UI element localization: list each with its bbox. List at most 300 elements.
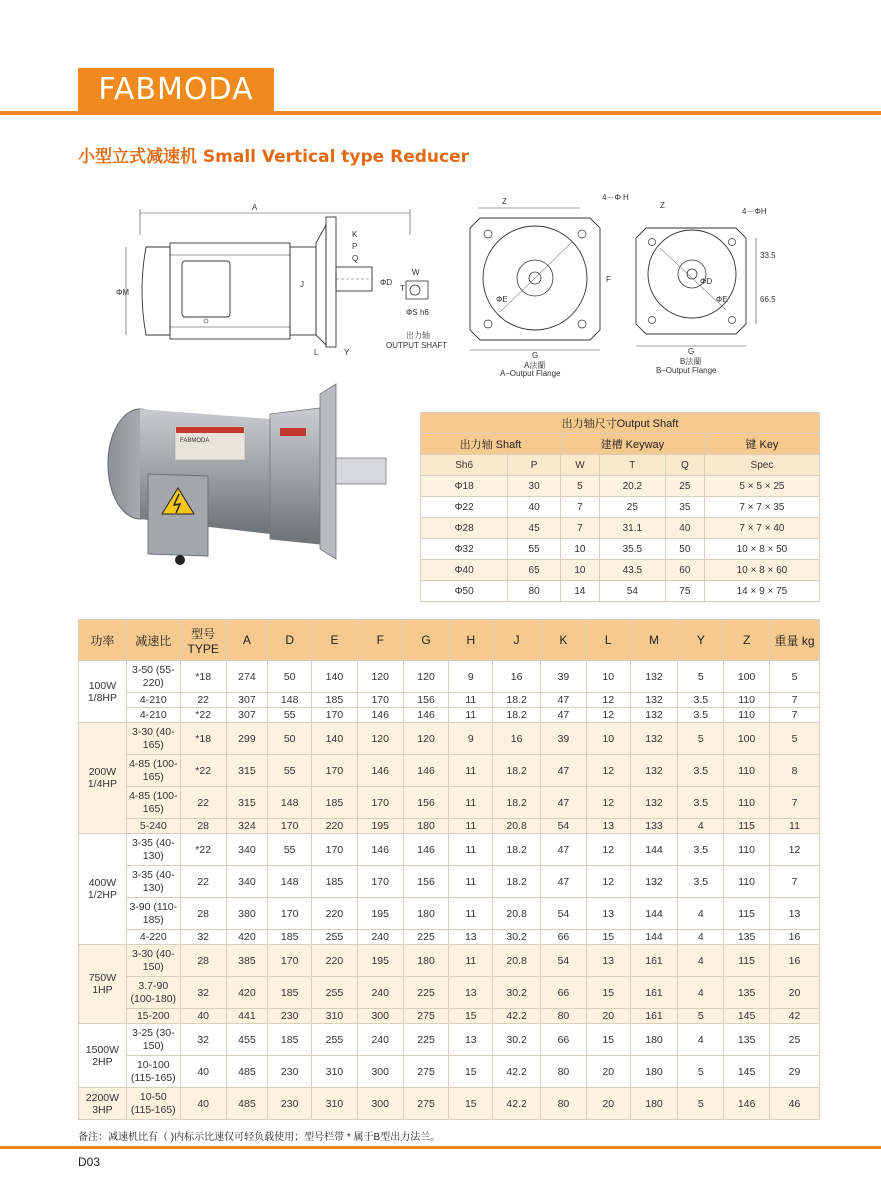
table-cell: 7 — [770, 693, 820, 708]
table-cell: 185 — [312, 866, 358, 898]
table-row — [79, 1088, 820, 1120]
table-cell: 3.5 — [678, 787, 724, 819]
table-cell: 315 — [226, 787, 268, 819]
table-cell: 10-50 (115-165) — [126, 1088, 180, 1120]
table-cell: 110 — [724, 708, 770, 723]
table-cell: 115 — [724, 819, 770, 834]
table-cell: 10 — [586, 661, 630, 693]
table-cell: 54 — [599, 581, 665, 602]
table-cell: 30.2 — [493, 930, 541, 945]
table-cell: 170 — [357, 866, 403, 898]
page-number: D03 — [78, 1155, 101, 1169]
table-cell: 12 — [586, 787, 630, 819]
table-row — [79, 1056, 820, 1088]
table-cell: 180 — [630, 1024, 678, 1056]
table-row — [421, 518, 820, 539]
col-header: L — [586, 620, 630, 661]
table-cell: 55 — [268, 755, 312, 787]
table-cell: 3-35 (40-130) — [126, 866, 180, 898]
col-header: E — [312, 620, 358, 661]
table-cell: 12 — [586, 866, 630, 898]
table-cell: 146 — [403, 834, 449, 866]
table-cell: 110 — [724, 693, 770, 708]
table-cell: 3-50 (55-220) — [126, 661, 180, 693]
table-cell: 110 — [724, 787, 770, 819]
table-cell: 11 — [449, 693, 493, 708]
table-cell: 12 — [586, 755, 630, 787]
table-cell: 220 — [312, 819, 358, 834]
table-cell: 275 — [403, 1088, 449, 1120]
table-cell: 13 — [449, 1024, 493, 1056]
col-header: H — [449, 620, 493, 661]
table-cell: 11 — [449, 755, 493, 787]
table-cell: 148 — [268, 693, 312, 708]
table-cell: 307 — [226, 693, 268, 708]
table-cell: Φ18 — [421, 476, 508, 497]
col-header: 型号 TYPE — [180, 620, 226, 661]
flange-b-drawing — [630, 198, 780, 378]
table-cell: 30.2 — [493, 977, 541, 1009]
table-cell: 80 — [541, 1056, 587, 1088]
brand-logo: FABMODA — [78, 68, 274, 112]
table-cell: 195 — [357, 945, 403, 977]
col-header: F — [357, 620, 403, 661]
table-cell: 275 — [403, 1009, 449, 1024]
power-cell: 1500W 2HP — [79, 1024, 127, 1088]
table-cell: 220 — [312, 898, 358, 930]
table-cell: 66 — [541, 1024, 587, 1056]
table-cell: 324 — [226, 819, 268, 834]
table-cell: 120 — [403, 723, 449, 755]
table-row — [79, 708, 820, 723]
table-cell: 5-240 — [126, 819, 180, 834]
table-cell: 12 — [586, 693, 630, 708]
table-cell: 132 — [630, 693, 678, 708]
table-cell: 110 — [724, 866, 770, 898]
table-row — [421, 497, 820, 518]
dimension-table-body — [79, 661, 820, 1120]
table-cell: 240 — [357, 1024, 403, 1056]
table-cell: 4-210 — [126, 693, 180, 708]
table-cell: 7 — [560, 518, 599, 539]
col-header: K — [541, 620, 587, 661]
table-cell: 11 — [449, 945, 493, 977]
table-cell: 13 — [449, 930, 493, 945]
table-row — [79, 866, 820, 898]
table-cell: 170 — [312, 755, 358, 787]
table-cell: 15 — [586, 977, 630, 1009]
table-cell: 46 — [770, 1088, 820, 1120]
table-cell: 30 — [508, 476, 561, 497]
power-cell: 400W 1/2HP — [79, 834, 127, 945]
table-row — [79, 1024, 820, 1056]
table-cell: 10 × 8 × 50 — [704, 539, 819, 560]
table-cell: 161 — [630, 977, 678, 1009]
table-row — [421, 539, 820, 560]
col-header: Spec — [704, 455, 819, 476]
flange-b-caption-cn: B法蘭 — [680, 357, 702, 366]
table-cell: 5 — [560, 476, 599, 497]
table-cell: 75 — [665, 581, 704, 602]
table-cell: 195 — [357, 898, 403, 930]
table-cell: 47 — [541, 866, 587, 898]
table-cell: 16 — [493, 723, 541, 755]
output-shaft-table — [420, 412, 820, 602]
table-cell: 145 — [724, 1056, 770, 1088]
col-header: G — [403, 620, 449, 661]
table-cell: 300 — [357, 1009, 403, 1024]
keyway-group-header: 建槽 Keyway — [560, 434, 704, 455]
table-cell: 39 — [541, 661, 587, 693]
table-cell: 13 — [586, 819, 630, 834]
table-cell: 144 — [630, 898, 678, 930]
shaft-w-label: W — [412, 268, 420, 277]
col-header: Z — [724, 620, 770, 661]
table-cell: 42.2 — [493, 1056, 541, 1088]
table-cell: 8 — [770, 755, 820, 787]
table-cell: 22 — [180, 787, 226, 819]
table-cell: 7 × 7 × 35 — [704, 497, 819, 518]
table-cell: 315 — [226, 755, 268, 787]
table-cell: 100 — [724, 661, 770, 693]
table-cell: 40 — [665, 518, 704, 539]
table-cell: 120 — [357, 723, 403, 755]
table-cell: 230 — [268, 1088, 312, 1120]
table-cell: 340 — [226, 866, 268, 898]
table-cell: Φ22 — [421, 497, 508, 518]
table-cell: 4 — [678, 930, 724, 945]
flange-b-caption-en: B–Output Flange — [656, 366, 717, 375]
table-cell: 420 — [226, 930, 268, 945]
table-cell: 3.7-90 (100-180) — [126, 977, 180, 1009]
table-cell: 146 — [357, 755, 403, 787]
table-cell: 20.8 — [493, 898, 541, 930]
table-cell: 275 — [403, 1056, 449, 1088]
table-cell: 11 — [449, 834, 493, 866]
table-cell: 120 — [357, 661, 403, 693]
table-cell: 441 — [226, 1009, 268, 1024]
table-cell: 50 — [268, 723, 312, 755]
key-group-header: 键 Key — [704, 434, 819, 455]
flange-a-drawing — [460, 190, 629, 380]
table-cell: 39 — [541, 723, 587, 755]
table-cell: 47 — [541, 787, 587, 819]
shaft-table-title: 出力轴尺寸Output Shaft — [421, 413, 820, 434]
table-cell: 115 — [724, 945, 770, 977]
table-cell: 307 — [226, 708, 268, 723]
table-cell: 299 — [226, 723, 268, 755]
table-cell: 10 — [560, 539, 599, 560]
table-cell: 5 — [770, 661, 820, 693]
table-cell: 18.2 — [493, 834, 541, 866]
table-cell: 7 × 7 × 40 — [704, 518, 819, 539]
table-cell: 144 — [630, 834, 678, 866]
table-cell: 32 — [180, 930, 226, 945]
table-cell: 170 — [312, 708, 358, 723]
table-row — [79, 693, 820, 708]
table-cell: 300 — [357, 1088, 403, 1120]
shaft-table-body — [421, 476, 820, 602]
table-row — [79, 787, 820, 819]
table-cell: 380 — [226, 898, 268, 930]
table-cell: 29 — [770, 1056, 820, 1088]
power-cell: 200W 1/4HP — [79, 723, 127, 834]
table-cell: 310 — [312, 1009, 358, 1024]
table-cell: 100 — [724, 723, 770, 755]
table-cell: 170 — [312, 834, 358, 866]
table-cell: Φ32 — [421, 539, 508, 560]
table-cell: 25 — [599, 497, 665, 518]
table-cell: 180 — [403, 819, 449, 834]
table-cell: 5 — [678, 661, 724, 693]
table-cell: 5 — [770, 723, 820, 755]
table-cell: 28 — [180, 819, 226, 834]
dim-d-label: ΦD — [380, 278, 393, 287]
flange-b-z-label: Z — [660, 201, 665, 210]
table-cell: 80 — [541, 1009, 587, 1024]
table-cell: 11 — [449, 898, 493, 930]
table-row — [79, 930, 820, 945]
table-row — [79, 819, 820, 834]
table-cell: 225 — [403, 977, 449, 1009]
dim-y-label: Y — [344, 348, 350, 357]
table-cell: *22 — [180, 755, 226, 787]
table-row — [79, 723, 820, 755]
dimension-table — [78, 619, 820, 1120]
table-cell: 54 — [541, 819, 587, 834]
table-cell: 5 — [678, 723, 724, 755]
table-cell: 135 — [724, 1024, 770, 1056]
dim-m-label: ΦM — [116, 288, 130, 297]
col-header: 功率 — [79, 620, 127, 661]
table-cell: 40 — [180, 1088, 226, 1120]
table-cell: 16 — [770, 930, 820, 945]
table-row — [421, 560, 820, 581]
table-cell: 455 — [226, 1024, 268, 1056]
table-cell: 132 — [630, 708, 678, 723]
bottom-rule — [0, 1146, 881, 1149]
col-header: T — [599, 455, 665, 476]
table-cell: 225 — [403, 930, 449, 945]
flange-b-d-label: ΦD — [700, 277, 713, 286]
col-header: A — [226, 620, 268, 661]
table-cell: Φ40 — [421, 560, 508, 581]
table-cell: 240 — [357, 930, 403, 945]
table-cell: 4-210 — [126, 708, 180, 723]
flange-a-caption-cn: A法蘭 — [524, 361, 546, 370]
table-cell: *22 — [180, 708, 226, 723]
dim-q-label: Q — [352, 254, 359, 263]
table-cell: 32 — [180, 1024, 226, 1056]
table-cell: 9 — [449, 723, 493, 755]
table-cell: 42 — [770, 1009, 820, 1024]
table-cell: 185 — [268, 930, 312, 945]
flange-b-335-label: 33.5 — [760, 251, 776, 260]
flange-b-g-label: G — [688, 347, 695, 356]
table-cell: 7 — [560, 497, 599, 518]
table-cell: 7 — [770, 866, 820, 898]
table-cell: 14 × 9 × 75 — [704, 581, 819, 602]
table-cell: 42.2 — [493, 1088, 541, 1120]
table-cell: 47 — [541, 708, 587, 723]
col-header: P — [508, 455, 561, 476]
table-cell: 4-85 (100-165) — [126, 755, 180, 787]
table-cell: 132 — [630, 723, 678, 755]
table-cell: 18.2 — [493, 708, 541, 723]
table-cell: 132 — [630, 755, 678, 787]
table-cell: 15-200 — [126, 1009, 180, 1024]
table-cell: 5 — [678, 1009, 724, 1024]
table-cell: *22 — [180, 834, 226, 866]
col-header: Q — [665, 455, 704, 476]
table-cell: 161 — [630, 945, 678, 977]
dim-p-label: P — [352, 242, 358, 251]
dim-k-label: K — [352, 230, 358, 239]
table-cell: 18.2 — [493, 787, 541, 819]
table-cell: 47 — [541, 755, 587, 787]
table-cell: 145 — [724, 1009, 770, 1024]
table-cell: 180 — [403, 945, 449, 977]
table-cell: 13 — [449, 977, 493, 1009]
table-cell: 195 — [357, 819, 403, 834]
table-cell: 3-25 (30-150) — [126, 1024, 180, 1056]
table-cell: 310 — [312, 1056, 358, 1088]
table-cell: 4-220 — [126, 930, 180, 945]
shaft-t-label: T — [400, 284, 405, 293]
table-cell: 9 — [449, 661, 493, 693]
table-cell: 28 — [180, 898, 226, 930]
table-cell: 220 — [312, 945, 358, 977]
table-cell: 15 — [449, 1056, 493, 1088]
table-cell: 485 — [226, 1056, 268, 1088]
table-cell: 80 — [508, 581, 561, 602]
table-cell: 170 — [268, 898, 312, 930]
table-cell: 15 — [586, 1024, 630, 1056]
power-cell: 100W 1/8HP — [79, 661, 127, 723]
table-cell: 28 — [180, 945, 226, 977]
top-rule — [0, 111, 881, 115]
table-row — [79, 1009, 820, 1024]
table-cell: 385 — [226, 945, 268, 977]
table-cell: 22 — [180, 693, 226, 708]
table-cell: 180 — [630, 1088, 678, 1120]
table-cell: 180 — [403, 898, 449, 930]
table-cell: 12 — [586, 834, 630, 866]
table-cell: 4 — [678, 1024, 724, 1056]
shaft-group-header: 出力轴 Shaft — [421, 434, 561, 455]
flange-b-e-label: ΦE — [716, 295, 728, 304]
reducer-photo — [100, 384, 400, 584]
table-row — [79, 834, 820, 866]
table-cell: 110 — [724, 755, 770, 787]
flange-a-e-label: ΦE — [496, 295, 508, 304]
table-cell: 115 — [724, 898, 770, 930]
table-row — [79, 755, 820, 787]
dim-j-label: J — [300, 280, 304, 289]
table-cell: 156 — [403, 787, 449, 819]
table-cell: 146 — [357, 834, 403, 866]
table-cell: 18.2 — [493, 866, 541, 898]
col-header: 重量 kg — [770, 620, 820, 661]
table-cell: 35 — [665, 497, 704, 518]
table-cell: 40 — [508, 497, 561, 518]
table-cell: 32 — [180, 977, 226, 1009]
table-cell: 4 — [678, 945, 724, 977]
table-cell: 12 — [770, 834, 820, 866]
table-cell: 4 — [678, 898, 724, 930]
table-cell: 25 — [770, 1024, 820, 1056]
col-header: J — [493, 620, 541, 661]
flange-b-h-label: 4－ΦH — [742, 207, 767, 216]
table-cell: 25 — [665, 476, 704, 497]
table-cell: 11 — [770, 819, 820, 834]
col-header: Y — [678, 620, 724, 661]
nameplate-brand: FABMODA — [180, 438, 210, 444]
table-cell: 20.8 — [493, 945, 541, 977]
table-cell: 230 — [268, 1009, 312, 1024]
table-cell: 485 — [226, 1088, 268, 1120]
table-cell: 4 — [678, 819, 724, 834]
table-cell: 55 — [268, 708, 312, 723]
table-cell: 16 — [493, 661, 541, 693]
table-cell: 225 — [403, 1024, 449, 1056]
table-cell: 5 — [678, 1088, 724, 1120]
table-cell: 10 — [586, 723, 630, 755]
table-cell: 42.2 — [493, 1009, 541, 1024]
table-cell: 340 — [226, 834, 268, 866]
table-cell: 185 — [268, 977, 312, 1009]
table-cell: 3.5 — [678, 834, 724, 866]
table-cell: 35.5 — [599, 539, 665, 560]
table-cell: 55 — [268, 834, 312, 866]
col-header: 减速比 — [126, 620, 180, 661]
table-cell: 20.8 — [493, 819, 541, 834]
dim-l-label: L — [314, 348, 319, 357]
table-cell: 170 — [268, 819, 312, 834]
table-cell: 156 — [403, 693, 449, 708]
table-cell: 148 — [268, 866, 312, 898]
table-cell: 47 — [541, 693, 587, 708]
table-cell: 3.5 — [678, 708, 724, 723]
table-cell: 300 — [357, 1056, 403, 1088]
table-cell: 47 — [541, 834, 587, 866]
table-row — [79, 898, 820, 930]
table-cell: 170 — [357, 693, 403, 708]
table-cell: 31.1 — [599, 518, 665, 539]
dim-a-label: A — [252, 203, 258, 212]
table-cell: 180 — [630, 1056, 678, 1088]
table-cell: *18 — [180, 723, 226, 755]
table-cell: 15 — [449, 1009, 493, 1024]
table-cell: 20 — [586, 1088, 630, 1120]
table-cell: 5 — [678, 1056, 724, 1088]
table-cell: 420 — [226, 977, 268, 1009]
table-cell: Φ50 — [421, 581, 508, 602]
table-row — [79, 977, 820, 1009]
table-cell: 54 — [541, 945, 587, 977]
table-cell: 132 — [630, 866, 678, 898]
table-cell: 15 — [586, 930, 630, 945]
table-cell: 161 — [630, 1009, 678, 1024]
table-cell: 132 — [630, 787, 678, 819]
side-view-drawing — [110, 195, 470, 365]
table-cell: 140 — [312, 661, 358, 693]
table-cell: 132 — [630, 661, 678, 693]
table-cell: 7 — [770, 787, 820, 819]
table-cell: 170 — [268, 945, 312, 977]
table-cell: 3-30 (40-150) — [126, 945, 180, 977]
flange-a-f-label: F — [606, 275, 611, 284]
